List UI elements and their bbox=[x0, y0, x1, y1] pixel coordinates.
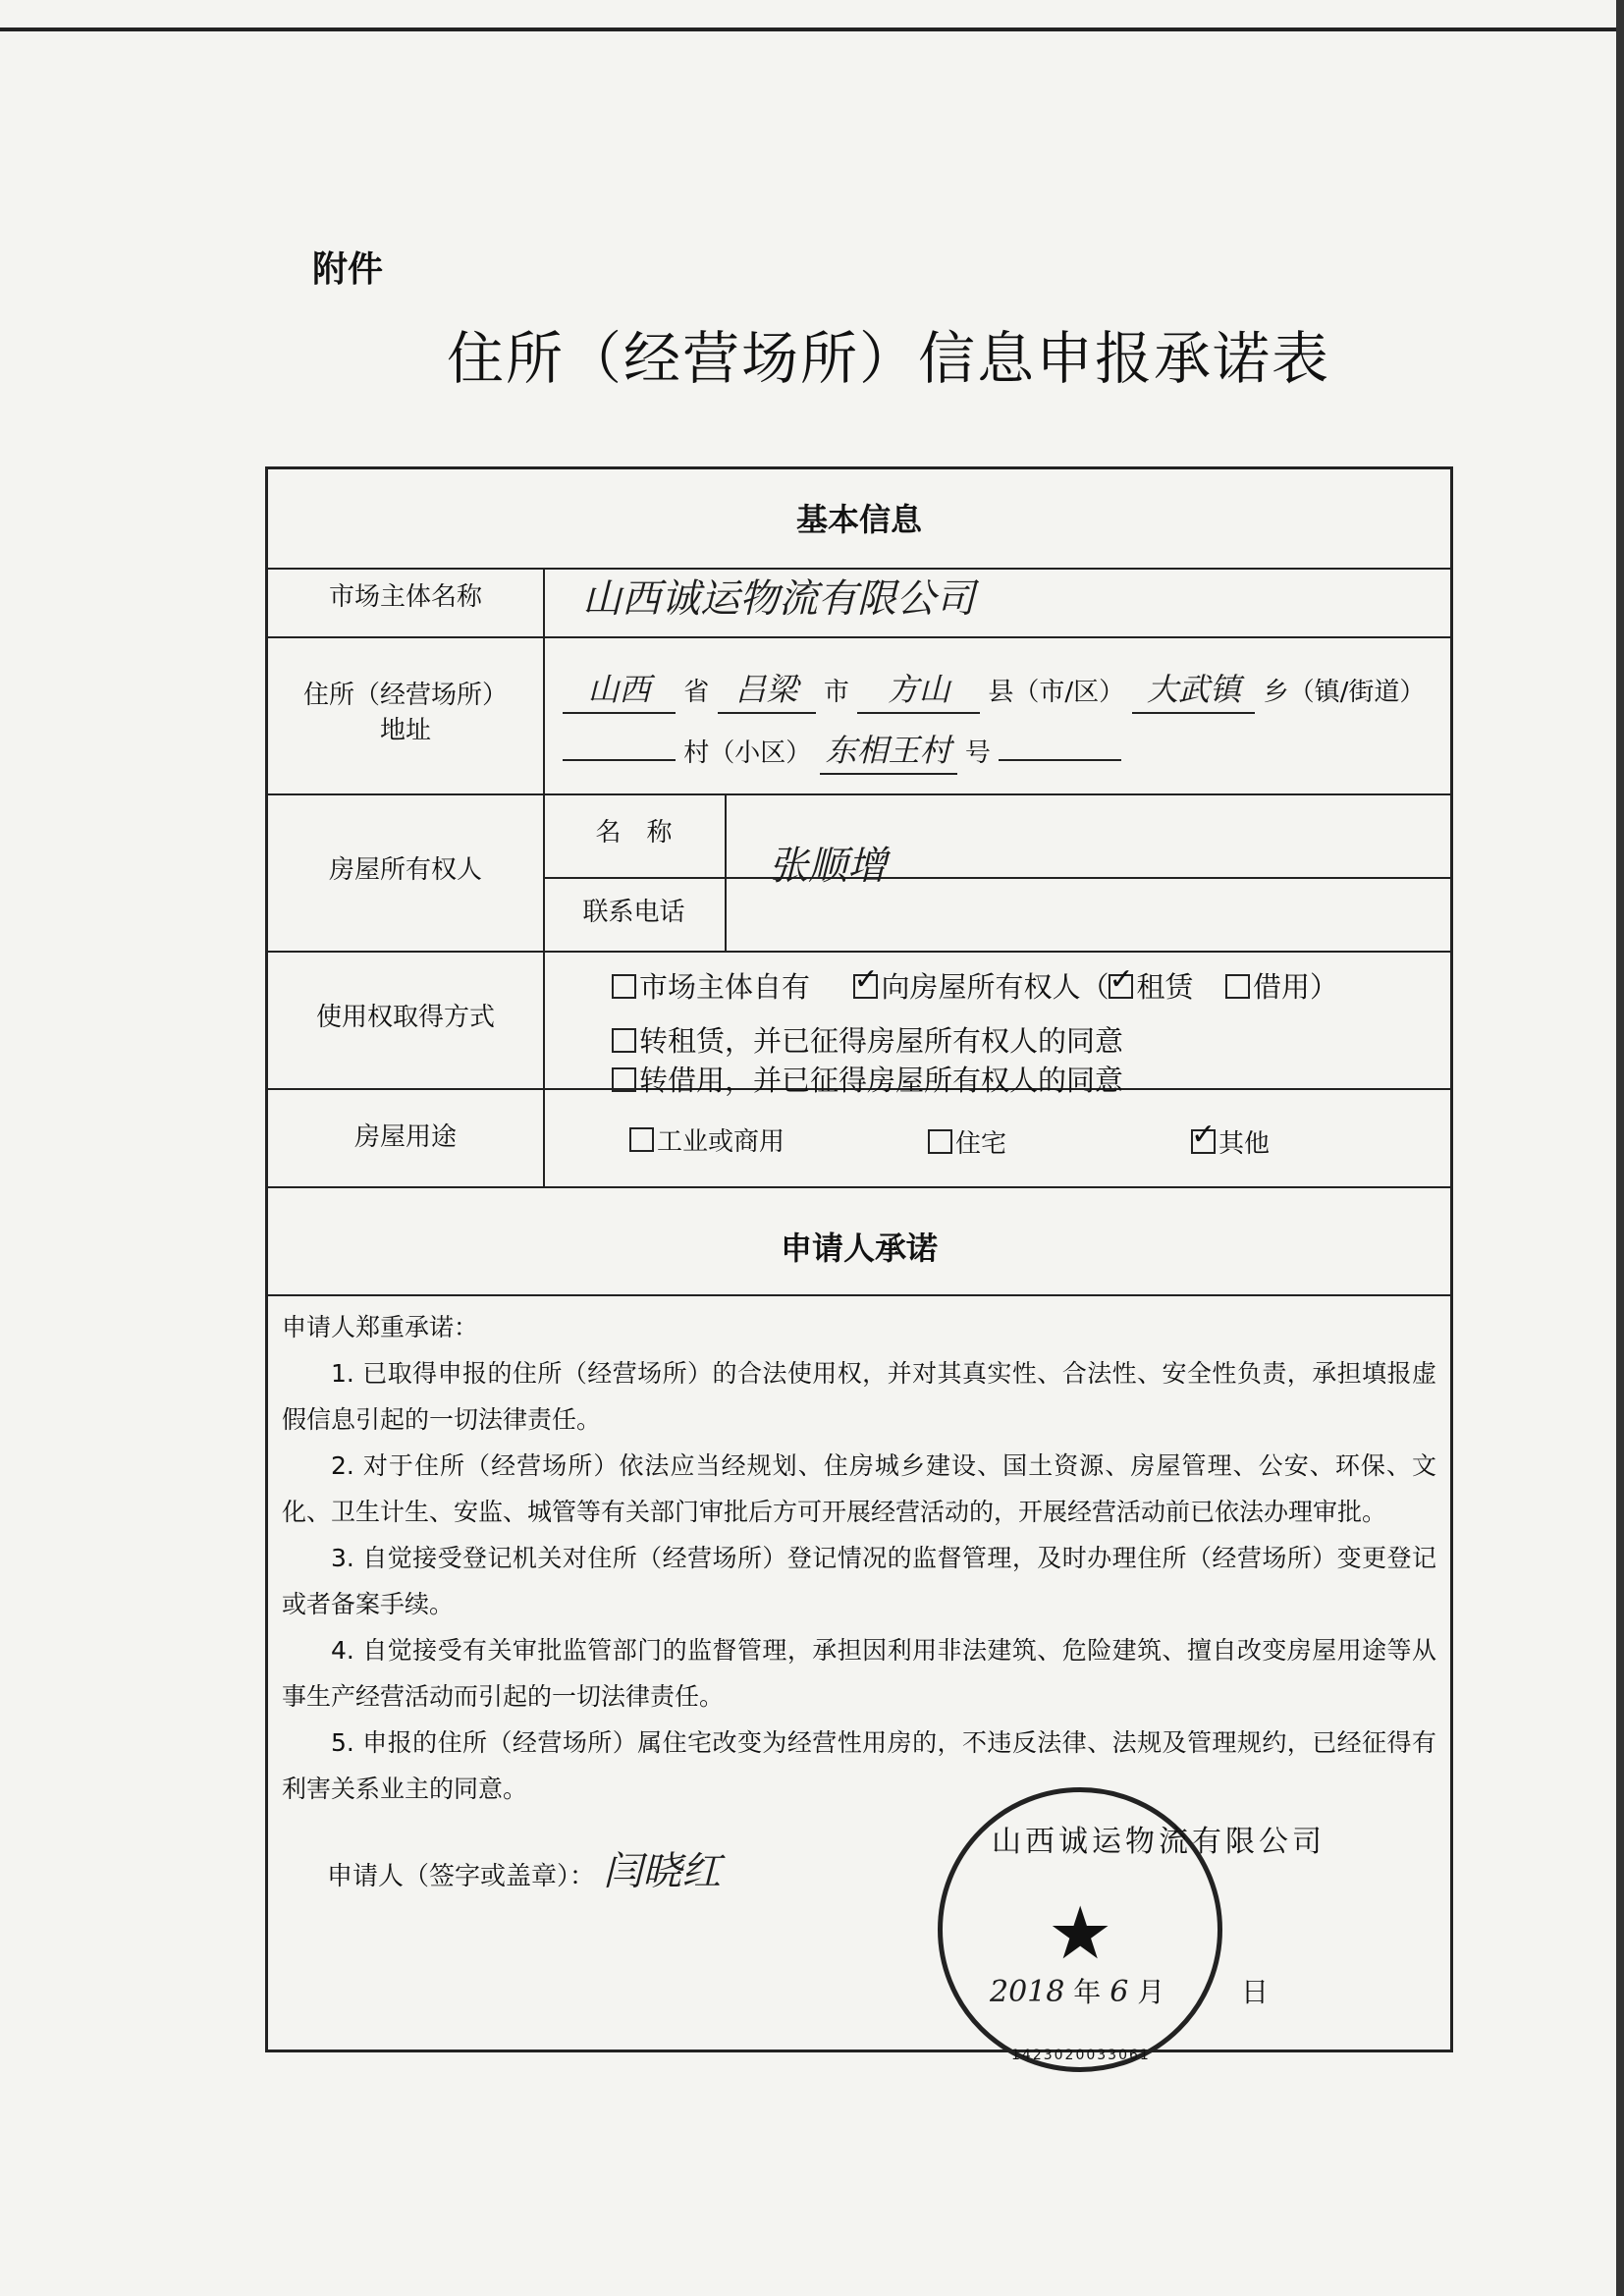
page-title: 住所（经营场所）信息申报承诺表 bbox=[447, 325, 1331, 392]
date-year: 2018 bbox=[990, 1975, 1065, 2009]
province-value: 山西 bbox=[563, 668, 676, 714]
owner-label: 房屋所有权人 bbox=[328, 855, 482, 885]
city-label: 市 bbox=[823, 678, 849, 707]
option-sublease: 转租赁，并已征得房屋所有权人的同意 bbox=[612, 1019, 1123, 1060]
pledge-item-1: 1. 已取得申报的住所（经营场所）的合法使用权，并对其真实性、合法性、安全性负责，承担填报虚假信息引起的一切法律责任。 bbox=[282, 1359, 1436, 1434]
commercial-checkbox bbox=[629, 1127, 654, 1152]
seal-star-icon: ★ bbox=[1048, 1891, 1113, 1976]
option-residential: 住宅 bbox=[928, 1123, 1006, 1160]
pledge-body bbox=[282, 1304, 1436, 1812]
owner-phone-label: 联系电话 bbox=[582, 898, 685, 927]
option-borrow: 借用 bbox=[1225, 970, 1310, 1004]
city-value: 吕梁 bbox=[718, 668, 816, 714]
rule bbox=[268, 951, 1450, 953]
option-rent: ✓ 租赁 bbox=[1109, 970, 1193, 1004]
rule bbox=[268, 568, 1450, 570]
from-owner-checkbox bbox=[853, 974, 878, 999]
declaration-form bbox=[265, 466, 1453, 2052]
rule bbox=[725, 793, 727, 951]
signature-value: 闫晓红 bbox=[603, 1849, 722, 1894]
pledge-item-2: 2. 对于住所（经营场所）依法应当经规划、住房城乡建设、国土资源、房屋管理、公安、环保、文化、卫生计生、安监、城管等有关部门审批后方可开展经营活动的，开展经营活动前已依法办理审批。 bbox=[282, 1451, 1436, 1526]
rent-checkbox bbox=[1109, 974, 1133, 999]
section-basic-title: 基本信息 bbox=[795, 501, 922, 538]
address-label-line2: 地址 bbox=[379, 716, 431, 746]
rule bbox=[268, 1294, 1450, 1296]
usage-right-line-1 bbox=[612, 965, 1338, 1006]
other-checkbox bbox=[1191, 1129, 1216, 1154]
address-line-1 bbox=[563, 668, 1425, 714]
owner-name-value: 张顺增 bbox=[769, 844, 887, 889]
province-label: 省 bbox=[683, 678, 710, 707]
town-value: 大武镇 bbox=[1132, 668, 1255, 714]
option-other: ✓ 其他 bbox=[1191, 1123, 1270, 1160]
number-value: 东相王村 bbox=[820, 729, 957, 775]
date-year-suffix: 年 bbox=[1073, 1976, 1102, 2008]
borrow-checkbox bbox=[1225, 974, 1250, 999]
rule bbox=[543, 568, 545, 1186]
self-owned-checkbox bbox=[612, 974, 636, 999]
date-month: 6 bbox=[1110, 1975, 1129, 2009]
option-from-owner: ✓ 向房屋所有权人 bbox=[853, 970, 1080, 1004]
residential-checkbox bbox=[928, 1129, 952, 1154]
scan-edge-right bbox=[1616, 0, 1624, 2296]
signature-label: 申请人（签字或盖章）： bbox=[327, 1862, 596, 1891]
address-line-2 bbox=[563, 729, 1121, 775]
village-label: 村（小区） bbox=[683, 738, 812, 768]
owner-name-label: 名 称 bbox=[595, 818, 673, 847]
rule bbox=[543, 877, 1450, 879]
pledge-item-3: 3. 自觉接受登记机关对住所（经营场所）登记情况的监督管理，及时办理住所（经营场所）变更登记或者备案手续。 bbox=[282, 1544, 1436, 1618]
scan-edge-top bbox=[0, 27, 1624, 31]
county-value: 方山 bbox=[857, 668, 980, 714]
sublease-checkbox bbox=[612, 1028, 636, 1053]
village-value bbox=[563, 759, 676, 761]
option-commercial: 工业或商用 bbox=[629, 1121, 785, 1158]
rule bbox=[268, 636, 1450, 638]
purpose-label: 房屋用途 bbox=[353, 1122, 457, 1152]
option-subborrow: 转借用，并已征得房屋所有权人的同意 bbox=[612, 1059, 1123, 1099]
seal-code: 1423020033061 bbox=[1011, 2048, 1151, 2063]
signature-row bbox=[327, 1844, 721, 1899]
pledge-intro: 申请人郑重承诺： bbox=[282, 1313, 479, 1341]
address-label bbox=[268, 678, 543, 749]
rule bbox=[268, 793, 1450, 795]
usage-right-label: 使用权取得方式 bbox=[315, 1003, 495, 1032]
section-pledge-title: 申请人承诺 bbox=[780, 1230, 938, 1267]
paren-open: （ bbox=[1080, 970, 1110, 1004]
address-label-line1: 住所（经营场所） bbox=[302, 681, 508, 710]
rule bbox=[268, 1186, 1450, 1188]
entity-name-label: 市场主体名称 bbox=[328, 582, 482, 612]
pledge-item-5: 5. 申报的住所（经营场所）属住宅改变为经营性用房的，不违反法律、法规及管理规约，已经征得有利害关系业主的同意。 bbox=[282, 1728, 1436, 1803]
number-label: 号 bbox=[964, 738, 991, 768]
paren-close: ） bbox=[1309, 970, 1338, 1004]
option-self-owned: 市场主体自有 bbox=[612, 970, 810, 1004]
subborrow-checkbox bbox=[612, 1067, 636, 1092]
pledge-item-4: 4. 自觉接受有关审批监管部门的监督管理，承担因利用非法建筑、危险建筑、擅自改变房屋用途等从事生产经营活动而引起的一切法律责任。 bbox=[282, 1636, 1436, 1711]
county-label: 县（市/区） bbox=[988, 678, 1125, 707]
entity-name-value: 山西诚运物流有限公司 bbox=[582, 576, 975, 622]
date-month-suffix: 月 bbox=[1137, 1976, 1165, 2008]
seal-name: 山西诚运物流有限公司 bbox=[992, 1825, 1326, 1859]
town-label: 乡（镇/街道） bbox=[1263, 678, 1426, 707]
attachment-label: 附件 bbox=[312, 249, 384, 290]
address-trailing-blank bbox=[999, 759, 1121, 761]
date-day-suffix: 日 bbox=[1241, 1976, 1270, 2008]
